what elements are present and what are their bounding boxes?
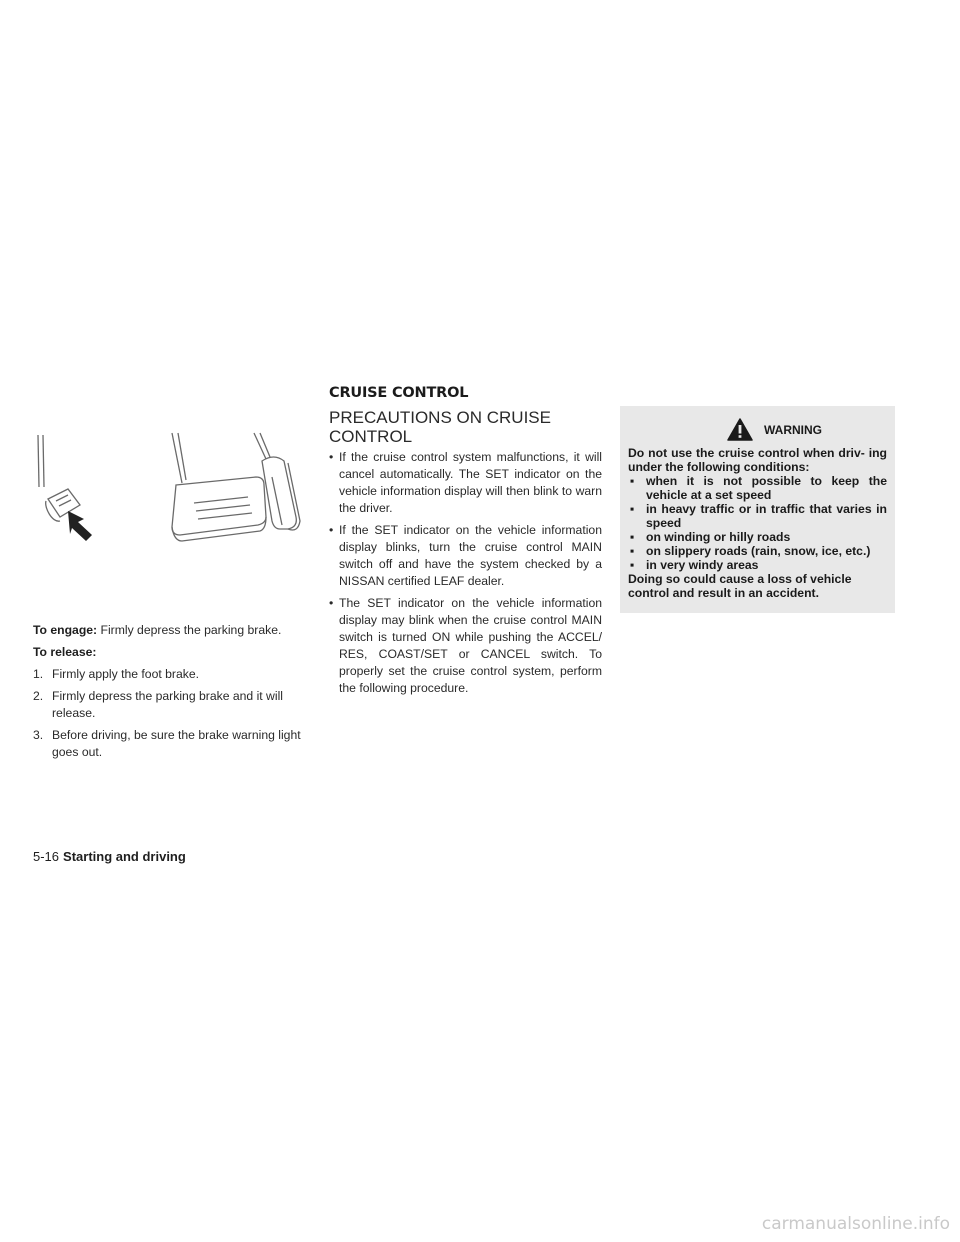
list-item — [628, 530, 887, 544]
step-text: Before driving, be sure the brake warning light goes out. — [52, 728, 301, 759]
step-number: 1. — [33, 667, 44, 681]
parking-brake-pedal-drawing — [38, 435, 80, 521]
list-item — [329, 595, 602, 697]
warning-outro: Doing so could cause a loss of vehicle control and result in an accident. — [628, 572, 852, 600]
warning-triangle-icon — [727, 418, 753, 441]
condition-text: on slippery roads (rain, snow, ice, etc.) — [646, 544, 871, 558]
parking-brake-pedal-illustration — [26, 425, 316, 605]
bullet-icon: ▪ — [630, 558, 635, 572]
step-text: Firmly depress the parking brake and it will release. — [52, 689, 283, 720]
section-title: CRUISE CONTROL — [329, 385, 469, 401]
condition-text: on winding or hilly roads — [646, 530, 791, 544]
list-item — [329, 449, 602, 517]
release-step — [33, 688, 311, 722]
condition-text: in heavy traffic or in traffic that varies in speed — [646, 502, 887, 530]
warning-intro: Do not use the cruise control when driv- ing under the following conditions: — [628, 446, 887, 474]
warning-box — [620, 406, 895, 613]
engage-label: To engage: — [33, 623, 98, 637]
list-item — [628, 544, 887, 558]
page-number: 5-16 — [33, 849, 60, 864]
step-text: Firmly apply the foot brake. — [52, 667, 199, 681]
warning-title: WARNING — [764, 423, 822, 437]
list-item — [628, 502, 887, 530]
push-arrow-icon — [68, 511, 92, 541]
step-number: 2. — [33, 689, 44, 703]
release-step — [33, 666, 311, 683]
list-item — [628, 558, 887, 572]
bullet-icon: • — [329, 596, 334, 610]
bullet-icon: ▪ — [630, 502, 635, 516]
step-number: 3. — [33, 728, 44, 742]
bullet-icon: ▪ — [630, 530, 635, 544]
bullet-text: If the SET indicator on the vehicle information display blinks, turn the cruise control MAIN switch off and have the system checked by a NISSAN certified LEAF dealer. — [339, 523, 602, 588]
list-item — [628, 474, 887, 502]
watermark: carmanualsonline.info — [761, 1214, 950, 1234]
release-step — [33, 727, 311, 761]
bullet-icon: • — [329, 523, 334, 537]
bullet-icon: ▪ — [630, 474, 635, 488]
condition-text: in very windy areas — [646, 558, 759, 572]
warning-conditions-list — [628, 474, 887, 572]
list-item — [329, 522, 602, 590]
warning-header — [628, 420, 887, 446]
bullet-text: The SET indicator on the vehicle information display may blink when the cruise control MAIN switch is turned ON while pushing the ACCEL/ RES, COAST/SET or CANCEL switch. To properly set the cruise control system, perform the following procedure. — [339, 596, 602, 695]
precautions-list — [329, 449, 602, 697]
bullet-icon: ▪ — [630, 544, 635, 558]
page-footer — [33, 849, 186, 864]
condition-text: when it is not possible to keep the vehicle at a set speed — [646, 474, 887, 502]
cruise-control-section — [329, 385, 602, 702]
bullet-icon: • — [329, 450, 334, 464]
brake-pedal-drawing — [172, 433, 266, 541]
chapter-title: Starting and driving — [63, 849, 186, 864]
release-label: To release: — [33, 645, 97, 659]
engage-paragraph — [33, 622, 311, 639]
engage-text: Firmly depress the parking brake. — [100, 623, 282, 637]
subsection-title: PRECAUTIONS ON CRUISE CONTROL — [329, 408, 551, 446]
bullet-text: If the cruise control system malfunctions, it will cancel automatically. The SET indicator on the vehicle information display will then blink to warn the driver. — [339, 450, 602, 515]
parking-brake-instructions — [33, 622, 311, 766]
release-steps-list — [33, 666, 311, 761]
